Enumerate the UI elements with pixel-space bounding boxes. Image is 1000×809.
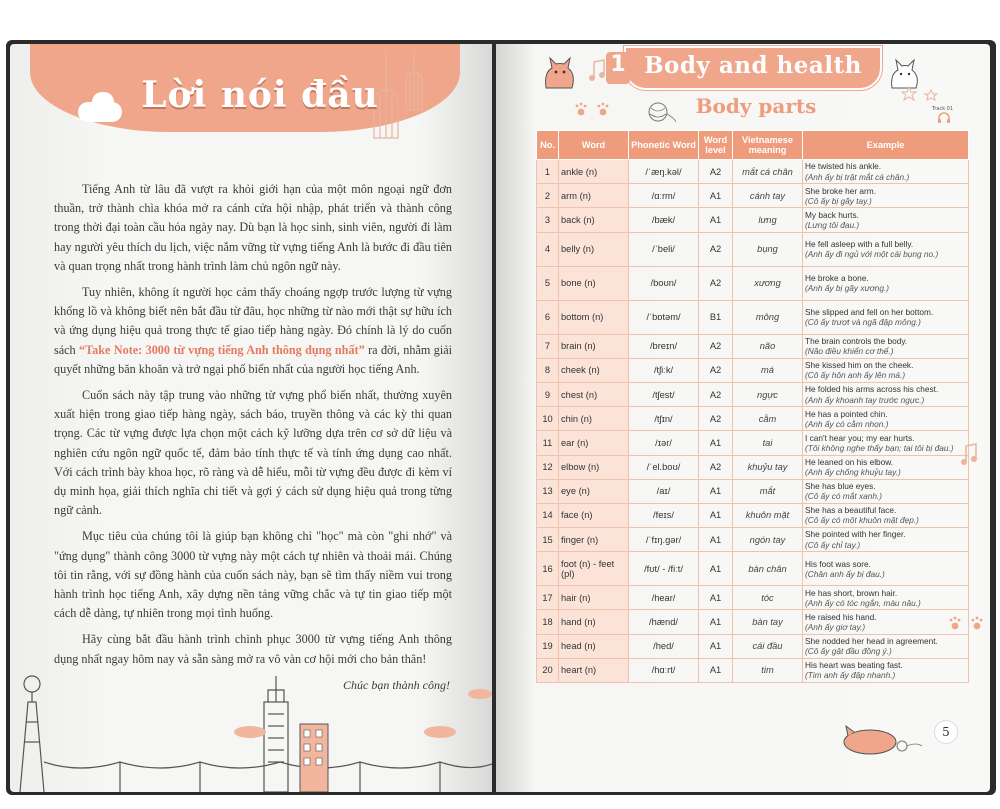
example-cell — [803, 455, 969, 479]
music-note-icon — [960, 442, 980, 466]
example-translation: (Não điều khiển cơ thể.) — [805, 346, 894, 357]
word-cell: foot (n) - feet (pl) — [559, 552, 629, 586]
meaning-cell: cánh tay — [733, 184, 803, 208]
example-sentence: She has a beautiful face. — [805, 505, 897, 516]
word-cell: heart (n) — [559, 658, 629, 682]
column-header: Example — [803, 131, 969, 160]
sleeping-cat-icon — [840, 716, 924, 756]
phonetic-cell: /ˈæŋ.kəl/ — [629, 160, 699, 184]
table-row — [537, 455, 969, 479]
level-cell: A1 — [699, 431, 733, 455]
table-row — [537, 334, 969, 358]
level-cell: A2 — [699, 160, 733, 184]
signoff: Chúc bạn thành công! — [343, 678, 450, 692]
meaning-cell: má — [733, 358, 803, 382]
example-translation: (Chân anh ấy bị đau.) — [805, 568, 885, 579]
phonetic-cell: /breɪn/ — [629, 334, 699, 358]
meaning-cell: lưng — [733, 208, 803, 232]
example-sentence: He broke a bone. — [805, 272, 869, 283]
table-row — [537, 382, 969, 406]
meaning-cell: khuôn mặt — [733, 503, 803, 527]
row-number: 20 — [537, 658, 559, 682]
paragraph: Mục tiêu của chúng tôi là giúp bạn không chỉ "học" mà còn "ghi nhớ" và "ứng dụng" thành công 3000 từ vựng này một cách tự nhiên và thoải mái. Chúng tôi tin rằng, với sự đồng hành của cuốn sách này, bạn sẽ tìm thấy niềm vui trong hành trình học tiếng Anh, xây dựng nền tảng vững chắc và tự tin giao tiếp một cách dễ dàng, tự nhiên trong mọi tình huống. — [54, 529, 452, 621]
table-row — [537, 528, 969, 552]
cat-icon — [540, 54, 580, 90]
word-cell: chest (n) — [559, 382, 629, 406]
row-number: 6 — [537, 300, 559, 334]
paw-print-icon — [948, 614, 988, 634]
row-number: 8 — [537, 358, 559, 382]
phonetic-cell: /aɪ/ — [629, 479, 699, 503]
table-row — [537, 208, 969, 232]
example-translation: (Cô ấy trượt và ngã đập mông.) — [805, 317, 921, 328]
example-sentence: He has a pointed chin. — [805, 408, 888, 419]
table-row — [537, 266, 969, 300]
example-cell — [803, 184, 969, 208]
meaning-cell: ngón tay — [733, 528, 803, 552]
meaning-cell: não — [733, 334, 803, 358]
word-cell: eye (n) — [559, 479, 629, 503]
level-cell: A2 — [699, 334, 733, 358]
row-number: 9 — [537, 382, 559, 406]
section-title: Body and health — [644, 52, 862, 79]
example-cell — [803, 334, 969, 358]
phonetic-cell: /ˈbɒtəm/ — [629, 300, 699, 334]
meaning-cell: ngực — [733, 382, 803, 406]
word-cell: hair (n) — [559, 586, 629, 610]
table-row — [537, 232, 969, 266]
example-sentence: She slipped and fell on her bottom. — [805, 306, 934, 317]
meaning-cell: cái đầu — [733, 634, 803, 658]
phonetic-cell: /boʊn/ — [629, 266, 699, 300]
example-cell — [803, 160, 969, 184]
headphones-icon[interactable] — [937, 112, 951, 124]
word-cell: ankle (n) — [559, 160, 629, 184]
word-cell: ear (n) — [559, 431, 629, 455]
example-translation: (Cô ấy có mắt xanh.) — [805, 491, 883, 502]
example-translation: (Anh ấy giơ tay.) — [805, 622, 866, 633]
row-number: 13 — [537, 479, 559, 503]
example-translation: (Tôi không nghe thấy bạn; tai tôi bị đau.) — [805, 442, 954, 453]
cityscape-illustration — [10, 662, 492, 792]
row-number: 14 — [537, 503, 559, 527]
word-cell: face (n) — [559, 503, 629, 527]
meaning-cell: bàn tay — [733, 610, 803, 634]
example-cell — [803, 266, 969, 300]
example-sentence: She broke her arm. — [805, 185, 877, 196]
example-sentence: She has blue eyes. — [805, 481, 876, 492]
example-translation: (Anh ấy chống khuỷu tay.) — [805, 467, 901, 478]
phonetic-cell: /bæk/ — [629, 208, 699, 232]
example-cell — [803, 503, 969, 527]
example-sentence: His foot was sore. — [805, 558, 871, 569]
level-cell: A1 — [699, 528, 733, 552]
phonetic-cell: /tʃɪn/ — [629, 407, 699, 431]
meaning-cell: cằm — [733, 407, 803, 431]
level-cell: A1 — [699, 634, 733, 658]
row-number: 15 — [537, 528, 559, 552]
level-cell: A2 — [699, 407, 733, 431]
example-cell — [803, 634, 969, 658]
example-translation: (Anh ấy có cằm nhọn.) — [805, 418, 889, 429]
example-sentence: He fell asleep with a full belly. — [805, 238, 914, 249]
example-cell — [803, 528, 969, 552]
level-cell: A2 — [699, 358, 733, 382]
example-sentence: She pointed with her finger. — [805, 529, 906, 540]
cloud-decoration — [92, 92, 114, 112]
table-row — [537, 634, 969, 658]
word-cell: back (n) — [559, 208, 629, 232]
example-translation: (Cô ấy bị gãy tay.) — [805, 195, 872, 206]
table-header-row — [537, 131, 969, 160]
word-cell: chin (n) — [559, 407, 629, 431]
table-row — [537, 160, 969, 184]
meaning-cell: mông — [733, 300, 803, 334]
right-page — [496, 44, 990, 792]
level-cell: A2 — [699, 232, 733, 266]
level-cell: A1 — [699, 658, 733, 682]
column-header: No. — [537, 131, 559, 160]
meaning-cell: mắt cá chân — [733, 160, 803, 184]
level-cell: A2 — [699, 382, 733, 406]
example-sentence: I can't hear you; my ear hurts. — [805, 432, 915, 443]
example-sentence: He has short, brown hair. — [805, 587, 898, 598]
example-translation: (Anh ấy có tóc ngắn, màu nâu.) — [805, 597, 921, 608]
example-sentence: He folded his arms across his chest. — [805, 384, 939, 395]
example-sentence: The brain controls the body. — [805, 335, 908, 346]
level-cell: A1 — [699, 479, 733, 503]
phonetic-cell: /fʊt/ - /fiːt/ — [629, 552, 699, 586]
example-sentence: My back hurts. — [805, 209, 859, 220]
page-number: 5 — [934, 720, 958, 744]
example-sentence: She nodded her head in agreement. — [805, 636, 938, 647]
level-cell: A1 — [699, 503, 733, 527]
stars-decoration — [901, 82, 951, 104]
phonetic-cell: /ˈbeli/ — [629, 232, 699, 266]
row-number: 10 — [537, 407, 559, 431]
example-cell — [803, 300, 969, 334]
example-translation: (Lưng tôi đau.) — [805, 219, 860, 230]
paragraph-text: ra đời, nhằm giải quyết những băn khoăn và trở ngại phổ biến nhất của người học tiếng Anh. — [54, 342, 453, 376]
word-cell: elbow (n) — [559, 455, 629, 479]
audio-track-label: Track 01 — [932, 106, 954, 112]
level-cell: B1 — [699, 300, 733, 334]
level-cell: A2 — [699, 455, 733, 479]
example-cell — [803, 479, 969, 503]
subsection-title: Body parts — [695, 94, 817, 118]
row-number: 17 — [537, 586, 559, 610]
word-cell: hand (n) — [559, 610, 629, 634]
column-header: Phonetic Word — [629, 131, 699, 160]
example-translation: (Tim anh ấy đập nhanh.) — [805, 670, 896, 681]
example-sentence: He twisted his ankle. — [805, 161, 882, 172]
paragraph: Tiếng Anh từ lâu đã vượt ra khỏi giới hạn của một môn ngoại ngữ đơn thuần, trở thành chìa khóa mở ra cánh cửa hội nhập, phát triển và thành công trong thời đại toàn cầu hóa ngày nay. Dù bạn là học sinh, sinh viên, người đi làm hay người yêu thích du lịch, việc nắm vững từ vựng tiếng Anh là bước đi đầu tiên và quan trọng nhất trong hành trình làm chủ ngôn ngữ này. — [54, 182, 452, 273]
introduction-text — [54, 180, 452, 676]
example-cell — [803, 552, 969, 586]
word-cell: bottom (n) — [559, 300, 629, 334]
example-translation: (Anh ấy bị gãy xương.) — [805, 283, 890, 294]
phonetic-cell: /ɪər/ — [629, 431, 699, 455]
example-cell — [803, 232, 969, 266]
example-sentence: He leaned on his elbow. — [805, 456, 894, 467]
meaning-cell: mắt — [733, 479, 803, 503]
word-cell: cheek (n) — [559, 358, 629, 382]
level-cell: A1 — [699, 208, 733, 232]
column-header: Word — [559, 131, 629, 160]
paragraph: Cuốn sách này tập trung vào những từ vựng phổ biến nhất, thường xuyên xuất hiện trong giao tiếp hàng ngày, sách báo, truyền thông và các kỳ thi quan trọng. Các từ vựng được lựa chọn một cách kỹ lưỡng dựa trên cơ sở dữ liệu và nghiên cứu ngôn ngữ quốc tế, đảm bảo tính thực tế và tính ứng dụng cao nhất. Với cách trình bày khoa học, rõ ràng và dễ hiểu, mỗi từ vựng đều được đi kèm ví dụ minh họa, giải thích nghĩa chi tiết và gợi ý cách sử dụng hiệu quả trong từng ngữ cảnh. — [54, 388, 452, 518]
word-cell: brain (n) — [559, 334, 629, 358]
example-translation: (Cô ấy gật đầu đồng ý.) — [805, 646, 892, 657]
example-translation: (Cô ấy hôn anh ấy lên má.) — [805, 370, 906, 381]
table-row — [537, 184, 969, 208]
page-title: Lời nói đầu — [141, 74, 379, 116]
row-number: 11 — [537, 431, 559, 455]
meaning-cell: bàn chân — [733, 552, 803, 586]
example-cell — [803, 208, 969, 232]
word-cell: arm (n) — [559, 184, 629, 208]
example-sentence: His heart was beating fast. — [805, 660, 903, 671]
vocabulary-rows — [537, 160, 969, 683]
example-cell — [803, 382, 969, 406]
word-cell: belly (n) — [559, 232, 629, 266]
column-header: Word level — [699, 131, 733, 160]
row-number: 2 — [537, 184, 559, 208]
example-translation: (Cô ấy chỉ tay.) — [805, 539, 861, 550]
paragraph-text: Tuy nhiên, không ít người học cảm thấy choáng ngợp trước lượng từ vựng khổng lồ và không biết nên bắt đầu từ đâu, học những từ nào mới thật sự hữu ích và ứng dụng hiệu quả trong thực tế giao tiếp hàng ngày. Đó chính là lý do cuốn sách — [54, 285, 452, 357]
phonetic-cell: /feɪs/ — [629, 503, 699, 527]
example-cell — [803, 407, 969, 431]
meaning-cell: khuỷu tay — [733, 455, 803, 479]
paragraph: Hãy cùng bắt đầu hành trình chinh phục 3000 từ vựng tiếng Anh thông dụng nhất ngay hôm nay và sẵn sàng mở ra vô vàn cơ hội mới cho bản thân! — [54, 632, 452, 666]
example-translation: (Cô ấy có một khuôn mặt đẹp.) — [805, 515, 919, 526]
row-number: 1 — [537, 160, 559, 184]
table-row — [537, 479, 969, 503]
paragraph — [54, 283, 452, 379]
table-row — [537, 431, 969, 455]
example-translation: (Anh ấy bị trật mắt cá chân.) — [805, 171, 910, 182]
row-number: 19 — [537, 634, 559, 658]
table-row — [537, 658, 969, 682]
paw-print-icon — [574, 100, 614, 120]
meaning-cell: tim — [733, 658, 803, 682]
example-cell — [803, 610, 969, 634]
row-number: 7 — [537, 334, 559, 358]
phonetic-cell: /hed/ — [629, 634, 699, 658]
phonetic-cell: /ɑːrm/ — [629, 184, 699, 208]
level-cell: A1 — [699, 586, 733, 610]
phonetic-cell: /ˈfɪŋ.ɡər/ — [629, 528, 699, 552]
table-row — [537, 300, 969, 334]
table-row — [537, 358, 969, 382]
left-page — [10, 44, 492, 792]
column-header: Vietnamese meaning — [733, 131, 803, 160]
word-cell: head (n) — [559, 634, 629, 658]
table-row — [537, 586, 969, 610]
example-cell — [803, 358, 969, 382]
example-translation: (Anh ấy khoanh tay trước ngực.) — [805, 394, 925, 405]
phonetic-cell: /hænd/ — [629, 610, 699, 634]
row-number: 5 — [537, 266, 559, 300]
table-row — [537, 552, 969, 586]
table-row — [537, 610, 969, 634]
unit-number: 1 — [606, 52, 630, 84]
example-translation: (Anh ấy đi ngủ với một cái bụng no.) — [805, 249, 939, 260]
row-number: 16 — [537, 552, 559, 586]
example-cell — [803, 658, 969, 682]
word-cell: finger (n) — [559, 528, 629, 552]
meaning-cell: bụng — [733, 232, 803, 266]
phonetic-cell: /hɑːrt/ — [629, 658, 699, 682]
row-number: 4 — [537, 232, 559, 266]
word-cell: bone (n) — [559, 266, 629, 300]
level-cell: A2 — [699, 266, 733, 300]
example-cell — [803, 586, 969, 610]
music-note-icon — [588, 58, 608, 82]
meaning-cell: tóc — [733, 586, 803, 610]
phonetic-cell: /ˈel.boʊ/ — [629, 455, 699, 479]
example-cell — [803, 431, 969, 455]
level-cell: A1 — [699, 184, 733, 208]
table-row — [537, 503, 969, 527]
row-number: 18 — [537, 610, 559, 634]
meaning-cell: xương — [733, 266, 803, 300]
meaning-cell: tai — [733, 431, 803, 455]
row-number: 12 — [537, 455, 559, 479]
table-row — [537, 407, 969, 431]
vocabulary-table — [536, 130, 969, 683]
row-number: 3 — [537, 208, 559, 232]
book-title-highlight: “Take Note: 3000 từ vựng tiếng Anh thông dụng nhất” — [79, 342, 365, 357]
phonetic-cell: /hear/ — [629, 586, 699, 610]
level-cell: A1 — [699, 610, 733, 634]
example-sentence: He raised his hand. — [805, 611, 877, 622]
level-cell: A1 — [699, 552, 733, 586]
phonetic-cell: /tʃiːk/ — [629, 358, 699, 382]
phonetic-cell: /tʃest/ — [629, 382, 699, 406]
example-sentence: She kissed him on the cheek. — [805, 360, 914, 371]
